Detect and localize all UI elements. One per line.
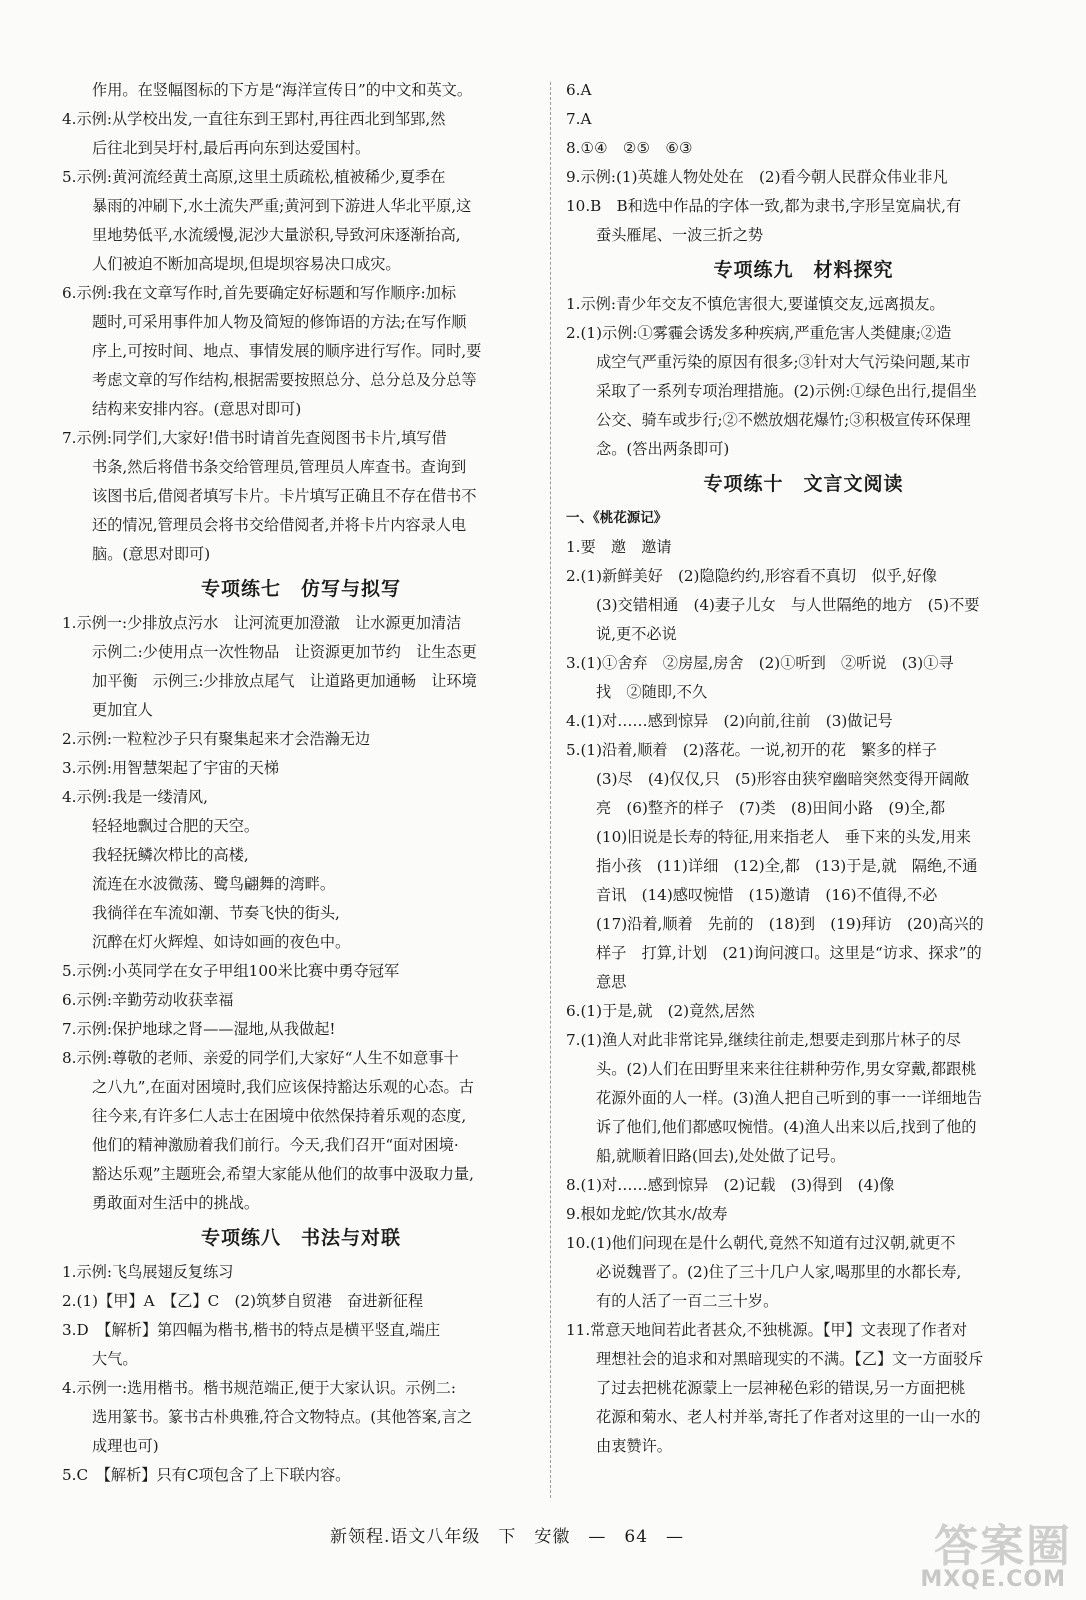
answer-line: (17)沿着,顺着 先前的 (18)到 (19)拜访 (20)高兴的 xyxy=(596,915,984,933)
answer-line: 1.示例:飞鸟展翅反复练习 xyxy=(62,1263,234,1281)
answer-line: 更加宜人 xyxy=(92,701,153,719)
answer-line: 2.(1)示例:①雾霾会诱发多种疾病,严重危害人类健康;②造 xyxy=(566,324,952,342)
answer-line: 样子 打算,计划 (21)询问渡口。这里是“访求、探求”的 xyxy=(596,944,982,962)
watermark-logo xyxy=(902,1510,1072,1592)
answer-line: 3.(1)①舍弃 ②房屋,房舍 (2)①听到 ②听说 (3)①寻 xyxy=(566,654,954,672)
answer-line: 5.(1)沿着,顺着 (2)落花。一说,初开的花 繁多的样子 xyxy=(566,741,937,759)
answer-line: 7.示例:同学们,大家好!借书时请首先查阅图书卡片,填写借 xyxy=(62,429,447,447)
section-heading: 专项练八 书法与对联 xyxy=(200,1227,401,1249)
answer-line: 采取了一系列专项治理措施。(2)示例:①绿色出行,提倡坐 xyxy=(596,382,977,400)
answer-line: 指小孩 (11)详细 (12)全,都 (13)于是,就 隔绝,不通 xyxy=(596,857,978,875)
answer-line: 作用。在竖幅图标的下方是“海洋宣传日”的中文和英文。 xyxy=(92,81,473,99)
answer-line: 意思 xyxy=(596,973,627,991)
answer-line: 公交、骑车或步行;②不燃放烟花爆竹;③积极宣传环保理 xyxy=(596,411,971,429)
answer-line: 5.C 【解析】只有C项包含了上下联内容。 xyxy=(62,1466,351,1484)
answer-line: 了过去把桃花源蒙上一层神秘色彩的错误,另一方面把桃 xyxy=(596,1379,966,1397)
section-heading: 专项练九 材料探究 xyxy=(713,259,894,281)
answer-line: 3.D 【解析】第四幅为楷书,楷书的特点是横平竖直,端庄 xyxy=(62,1321,441,1339)
answer-line: 8.(1)对……感到惊异 (2)记载 (3)得到 (4)像 xyxy=(566,1176,895,1194)
answer-line: 亮 (6)整齐的样子 (7)类 (8)田间小路 (9)全,都 xyxy=(596,799,946,817)
answer-line: 脑。(意思对即可) xyxy=(92,545,211,563)
answer-line: 4.(1)对……感到惊异 (2)向前,往前 (3)做记号 xyxy=(566,712,893,730)
answer-line: 9.根如龙蛇/饮其水/故寿 xyxy=(566,1205,728,1223)
answer-line: (3)尽 (4)仅仅,只 (5)形容由狭窄幽暗突然变得开阔敞 xyxy=(596,770,970,788)
answer-line: 诉了他们,他们都感叹惋惜。(4)渔人出来以后,找到了他的 xyxy=(596,1118,977,1136)
answer-line: 说,更不必说 xyxy=(596,625,677,643)
answer-line: 10.B B和选中作品的字体一致,都为隶书,字形呈宽扁状,有 xyxy=(566,197,962,215)
answer-line: 5.示例:小英同学在女子甲组100米比赛中勇夺冠军 xyxy=(62,962,400,980)
answer-line: 11.常意天地间若此者甚众,不独桃源。【甲】文表现了作者对 xyxy=(566,1321,968,1339)
answer-line: 豁达乐观”主题班会,希望大家能从他们的故事中汲取力量, xyxy=(92,1165,474,1183)
answer-line: 我徜徉在车流如潮、节奏飞快的街头, xyxy=(92,904,340,922)
answer-line: 4.示例:从学校出发,一直往东到王郢村,再往西北到邹郢,然 xyxy=(62,110,446,128)
answer-line: 有的人活了一百二三十岁。 xyxy=(596,1292,779,1310)
page-footer: 新领程.语文八年级 下 安徽 — 64 — xyxy=(330,1527,685,1547)
answer-line: 2.(1)【甲】A 【乙】C (2)筑梦自贸港 奋进新征程 xyxy=(62,1292,424,1310)
left-column xyxy=(62,76,540,1490)
answer-line: 7.(1)渔人对此非常诧异,继续往前走,想要走到那片林子的尽 xyxy=(566,1031,961,1049)
answer-line: 该图书后,借阅者填写卡片。卡片填写正确且不存在借书不 xyxy=(92,487,477,505)
answer-line: 暴雨的冲刷下,水土流失严重;黄河到下游进人华北平原,这 xyxy=(92,197,472,215)
answer-line: 3.示例:用智慧架起了宇宙的天梯 xyxy=(62,759,280,777)
answer-line: 题时,可采用事件加人物及简短的修饰语的方法;在写作顺 xyxy=(92,313,467,331)
answer-line: 他们的精神激励着我们前行。今天,我们召开“面对困境· xyxy=(92,1136,459,1154)
answer-line: 念。(答出两条即可) xyxy=(596,440,730,458)
answer-line: 1.示例:青少年交友不慎危害很大,要谨慎交友,远离损友。 xyxy=(566,295,945,313)
answer-line: 5.示例:黄河流经黄土高原,这里土质疏松,植被稀少,夏季在 xyxy=(62,168,446,186)
answer-line: 花源和菊水、老人村并举,寄托了作者对这里的一山一水的 xyxy=(596,1408,981,1426)
answer-line: 序上,可按时间、地点、事情发展的顺序进行写作。同时,要 xyxy=(92,342,482,360)
answer-line: 6.示例:辛勤劳动收获幸福 xyxy=(62,991,234,1009)
answer-line: 考虑文章的写作结构,根据需要按照总分、总分总及分总等 xyxy=(92,371,477,389)
answer-line: 成空气严重污染的原因有很多;③针对大气污染问题,某市 xyxy=(596,353,971,371)
answer-line: 人们被迫不断加高堤坝,但堤坝容易决口成灾。 xyxy=(92,255,401,273)
answer-line: 船,就顺着旧路(回去),处处做了记号。 xyxy=(596,1147,846,1165)
section-heading: 专项练十 文言文阅读 xyxy=(703,473,904,495)
answer-line: 2.(1)新鲜美好 (2)隐隐约约,形容看不真切 似乎,好像 xyxy=(566,567,937,585)
answer-line: 结构来安排内容。(意思对即可) xyxy=(92,400,302,418)
answer-line: 7.示例:保护地球之肾——湿地,从我做起! xyxy=(62,1020,336,1038)
answer-line: 2.示例:一粒粒沙子只有聚集起来才会浩瀚无边 xyxy=(62,730,371,748)
answer-line: 加平衡 示例三:少排放点尾气 让道路更加通畅 让环境 xyxy=(92,672,477,690)
answer-line: 8.①④ ②⑤ ⑥③ xyxy=(566,139,693,157)
answer-line: 9.示例:(1)英雄人物处处在 (2)看今朝人民群众伟业非凡 xyxy=(566,168,948,186)
answer-line: 大气。 xyxy=(92,1350,138,1368)
answer-line: 找 ②随即,不久 xyxy=(596,683,708,701)
answer-line: 6.(1)于是,就 (2)竟然,居然 xyxy=(566,1002,755,1020)
answer-line: 6.示例:我在文章写作时,首先要确定好标题和写作顺序:加标 xyxy=(62,284,457,302)
answer-line: 之八九”,在面对困境时,我们应该保持豁达乐观的心态。古 xyxy=(92,1078,474,1096)
answer-line: (10)旧说是长寿的特征,用来指老人 垂下来的头发,用来 xyxy=(596,828,971,846)
answer-line: 必说魏晋了。(2)住了三十几户人家,喝那里的水都长寿, xyxy=(596,1263,962,1281)
answer-line: 6.A xyxy=(566,81,592,99)
section-heading: 专项练七 仿写与拟写 xyxy=(200,578,401,600)
answer-line: 花源外面的人一样。(3)渔人把自己听到的事一一详细地告 xyxy=(596,1089,983,1107)
answer-line: 选用篆书。篆书古朴典雅,符合文物特点。(其他答案,言之 xyxy=(92,1408,473,1426)
subsection-title: 一、《桃花源记》 xyxy=(566,510,668,526)
column-divider xyxy=(550,82,551,1498)
answer-line: 头。(2)人们在田野里来来往往耕种劳作,男女穿戴,都跟桃 xyxy=(596,1060,977,1078)
answer-line: 勇敢面对生活中的挑战。 xyxy=(92,1194,260,1212)
answer-line: 理想社会的追求和对黑暗现实的不满。【乙】文一方面驳斥 xyxy=(596,1350,984,1368)
answer-line: 4.示例一:选用楷书。楷书规范端正,便于大家认识。示例二: xyxy=(62,1379,457,1397)
right-column xyxy=(566,76,1041,1461)
answer-line: 7.A xyxy=(566,110,592,128)
answer-line: 由衷赞许。 xyxy=(596,1437,672,1455)
answer-line: 流连在水波微荡、鹭鸟翩舞的湾畔。 xyxy=(92,875,335,893)
answer-line: 沉醉在灯火辉煌、如诗如画的夜色中。 xyxy=(92,933,351,951)
answer-line: 后往北到吴圩村,最后再向东到达爱国村。 xyxy=(92,139,371,157)
answer-line: 里地势低平,水流缓慢,泥沙大量淤积,导致河床逐渐抬高, xyxy=(92,226,461,244)
watermark-text: 答案圈 xyxy=(934,1521,1072,1572)
answer-line: 8.示例:尊敬的老师、亲爱的同学们,大家好“人生不如意事十 xyxy=(62,1049,459,1067)
answer-line: 4.示例:我是一缕清风, xyxy=(62,788,208,806)
watermark-url: MXQE.COM xyxy=(920,1567,1066,1592)
answer-line: 音讯 (14)感叹惋惜 (15)邀请 (16)不值得,不必 xyxy=(596,886,938,904)
answer-line: 书条,然后将借书条交给管理员,管理员人库查书。查询到 xyxy=(92,458,467,476)
answer-line: 10.(1)他们问现在是什么朝代,竟然不知道有过汉朝,就更不 xyxy=(566,1234,956,1252)
answer-line: 1.示例一:少排放点污水 让河流更加澄澈 让水源更加清洁 xyxy=(62,614,462,632)
answer-line: 我轻抚鳞次栉比的高楼, xyxy=(92,846,249,864)
answer-line: 蚕头雁尾、一波三折之势 xyxy=(596,226,764,244)
answer-line: (3)交错相通 (4)妻子儿女 与人世隔绝的地方 (5)不要 xyxy=(596,596,980,614)
answer-line: 往今来,有许多仁人志士在困境中依然保持着乐观的态度, xyxy=(92,1107,467,1125)
answer-line: 成理也可) xyxy=(92,1437,159,1455)
answer-line: 示例二:少使用点一次性物品 让资源更加节约 让生态更 xyxy=(92,643,477,661)
answer-line: 还的情况,管理员会将书交给借阅者,并将卡片内容录人电 xyxy=(92,516,467,534)
answer-line: 1.要 邀 邀请 xyxy=(566,538,672,556)
answer-line: 轻轻地飘过合肥的天空。 xyxy=(92,817,260,835)
